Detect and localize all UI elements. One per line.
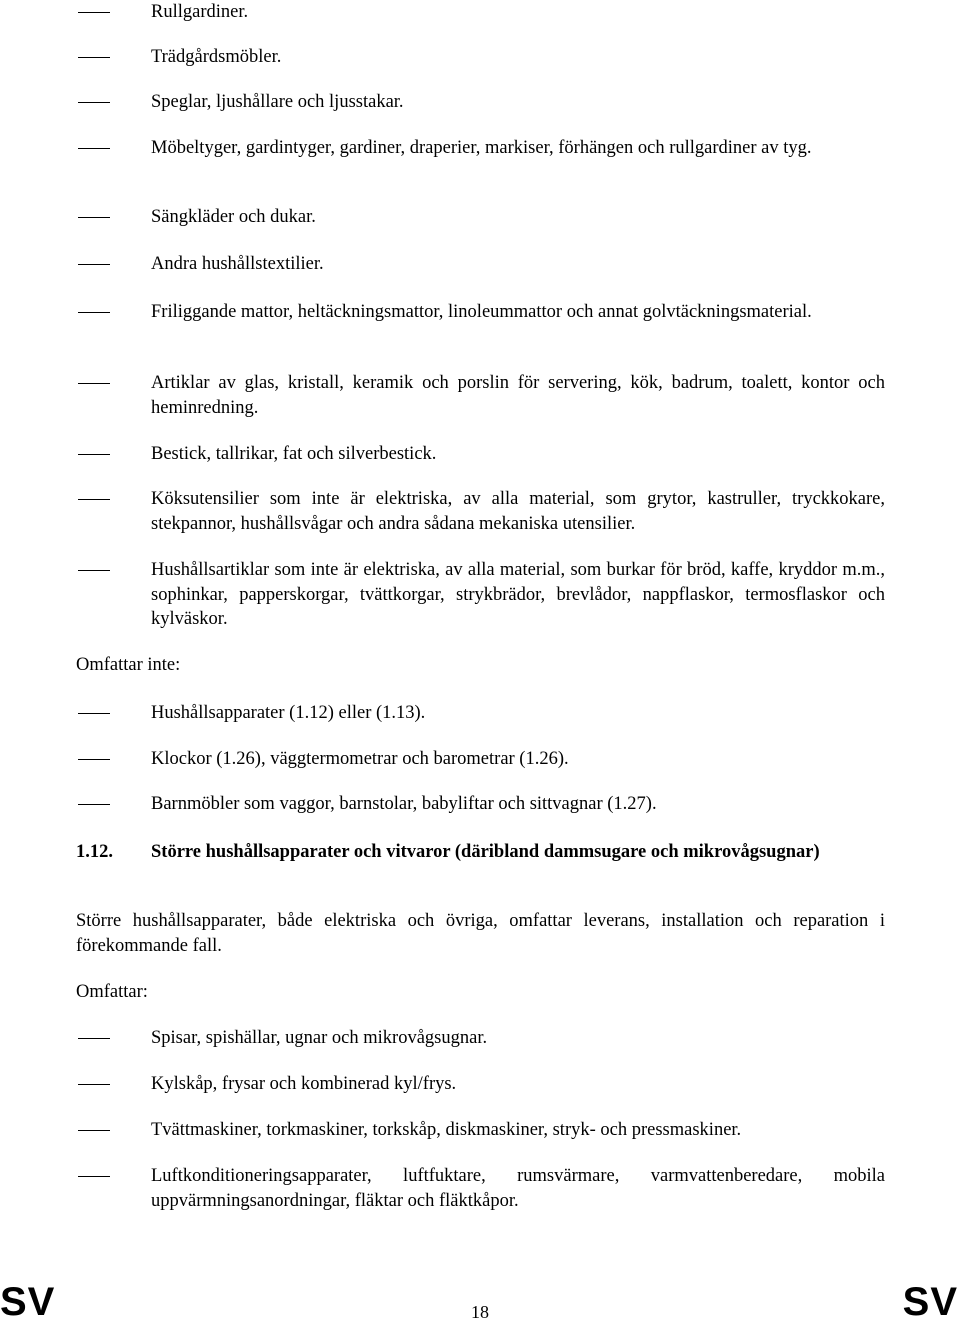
language-code-right: SV (902, 1280, 958, 1324)
dash-bullet (78, 454, 110, 455)
list-item-text: Rullgardiner. (151, 2, 249, 22)
dash-bullet (78, 713, 110, 714)
dash-bullet (78, 804, 110, 805)
dash-bullet (78, 1038, 110, 1039)
list-item-text: Bestick, tallrikar, fat och silverbestick. (151, 444, 437, 464)
dash-bullet (78, 264, 110, 265)
list-item-text: Tvättmaskiner, torkmaskiner, torkskåp, diskmaskiner, stryk- och pressmaskiner. (151, 1120, 742, 1140)
language-code-left: SV (0, 1280, 56, 1324)
dash-bullet (78, 570, 110, 571)
includes-label: Omfattar: (76, 982, 148, 1002)
list-item-text: Luftkonditioneringsapparater, luftfuktare, rumsvärmare, varmvattenberedare, mobila uppvärmningsanordningar, fläktar och fläktkåpor. (151, 1166, 885, 1211)
list-item-text: Trädgårdsmöbler. (151, 47, 282, 67)
dash-bullet (78, 1130, 110, 1131)
list-item-text: Friliggande mattor, heltäckningsmattor, linoleummattor och annat golvtäckningsmaterial. (151, 302, 812, 322)
dash-bullet (78, 12, 110, 13)
list-item-text: Artiklar av glas, kristall, keramik och porslin för servering, kök, badrum, toalett, kontor och heminredning. (151, 373, 885, 418)
dash-bullet (78, 383, 110, 384)
excludes-label: Omfattar inte: (76, 655, 181, 675)
list-item-text: Möbeltyger, gardintyger, gardiner, draperier, markiser, förhängen och rullgardiner av tyg. (151, 138, 812, 158)
section-title: Större hushållsapparater och vitvaror (däribland dammsugare och mikrovågsugnar) (151, 842, 820, 862)
list-item-text: Hushållsartiklar som inte är elektriska, av alla material, som burkar för bröd, kaffe, kryddor m.m., sophinkar, papperskorgar, tvättkorgar, strykbrädor, brevlådor, nappflaskor, termosflaskor och kylväskor. (151, 560, 885, 629)
list-item-text: Klockor (1.26), väggtermometrar och barometrar (1.26). (151, 749, 569, 769)
list-item-text: Spisar, spishällar, ugnar och mikrovågsugnar. (151, 1028, 488, 1048)
list-item-text: Sängkläder och dukar. (151, 207, 316, 227)
list-item-text: Speglar, ljushållare och ljusstakar. (151, 92, 404, 112)
section-number: 1.12. (76, 842, 113, 862)
dash-bullet (78, 217, 110, 218)
dash-bullet (78, 102, 110, 103)
dash-bullet (78, 312, 110, 313)
list-item-text: Kylskåp, frysar och kombinerad kyl/frys. (151, 1074, 457, 1094)
page-number: 18 (471, 1302, 489, 1322)
dash-bullet (78, 499, 110, 500)
dash-bullet (78, 759, 110, 760)
section-description: Större hushållsapparater, både elektriska och övriga, omfattar leverans, installation och reparation i förekommande fall. (76, 911, 885, 956)
list-item-text: Barnmöbler som vaggor, barnstolar, babyliftar och sittvagnar (1.27). (151, 794, 657, 814)
dash-bullet (78, 148, 110, 149)
dash-bullet (78, 57, 110, 58)
list-item-text: Köksutensilier som inte är elektriska, av alla material, som grytor, kastruller, tryckkokare, stekpannor, hushållsvågar och andra sådana mekaniska utensilier. (151, 489, 885, 534)
dash-bullet (78, 1176, 110, 1177)
list-item-text: Hushållsapparater (1.12) eller (1.13). (151, 703, 426, 723)
dash-bullet (78, 1084, 110, 1085)
list-item-text: Andra hushållstextilier. (151, 254, 324, 274)
